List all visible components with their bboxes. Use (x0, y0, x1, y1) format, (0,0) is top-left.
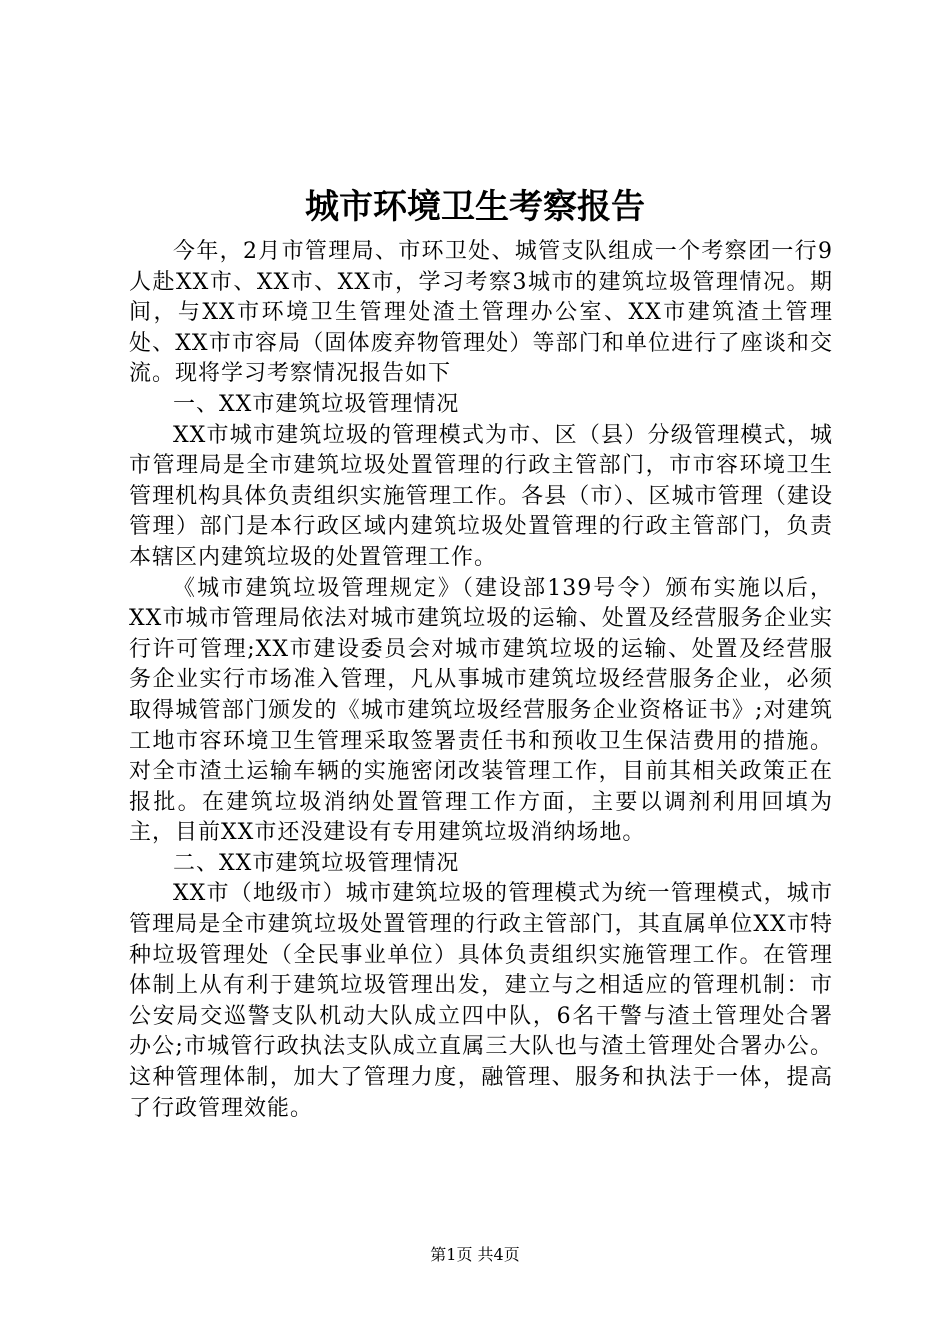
document-title: 城市环境卫生考察报告 (305, 187, 645, 227)
page-number-footer: 第1页 共4页 (430, 1245, 520, 1264)
section-2-paragraph-1: XX市（地级市）城市建筑垃圾的管理模式为统一管理模式，城市管理局是全市建筑垃圾处置管理的行政主管部门，其直属单位XX市特种垃圾管理处（全民事业单位）具体负责组织实施管理工作。在管理体制上从有利于建筑垃圾管理出发，建立与之相适应的管理机制：市公安局交巡警支队机动大队成立四中队，6名干警与渣土管理处合署办公;市城管行政执法支队成立直属三大队也与渣土管理处合署办公。这种管理体制，加大了管理力度，融管理、服务和执法于一体，提高了行政管理效能。 (129, 881, 833, 1121)
document-body (129, 237, 833, 1124)
section-1-paragraph-1: XX市城市建筑垃圾的管理模式为市、区（县）分级管理模式，城市管理局是全市建筑垃圾处置管理的行政主管部门，市市容环境卫生管理机构具体负责组织实施管理工作。各县（市）、区城市管理（建设管理）部门是本行政区域内建筑垃圾处置管理的行政主管部门，负责本辖区内建筑垃圾的处置管理工作。 (129, 422, 833, 570)
section-1-paragraph-2: 《城市建筑垃圾管理规定》（建设部139号令）颁布实施以后，XX市城市管理局依法对城市建筑垃圾的运输、处置及经营服务企业实行许可管理;XX市建设委员会对城市建筑垃圾的运输、处置及经营服务企业实行市场准入管理，凡从事城市建筑垃圾经营服务企业，必须取得城管部门颁发的《城市建筑垃圾经营服务企业资格证书》;对建筑工地市容环境卫生管理采取签署责任书和预收卫生保洁费用的措施。对全市渣土运输车辆的实施密闭改装管理工作，目前其相关政策正在报批。在建筑垃圾消纳处置管理工作方面，主要以调剂利用回填为主，目前XX市还没建设有专用建筑垃圾消纳场地。 (129, 575, 833, 846)
intro-paragraph: 今年，2月市管理局、市环卫处、城管支队组成一个考察团一行9人赴XX市、XX市、XX市，学习考察3城市的建筑垃圾管理情况。期间，与XX市环境卫生管理处渣土管理办公室、XX市建筑渣土管理处、XX市市容局（固体废弃物管理处）等部门和单位进行了座谈和交流。现将学习考察情况报告如下 (129, 239, 833, 387)
section-heading-1: 一、XX市建筑垃圾管理情况 (173, 391, 460, 417)
section-heading-2: 二、XX市建筑垃圾管理情况 (173, 850, 460, 876)
